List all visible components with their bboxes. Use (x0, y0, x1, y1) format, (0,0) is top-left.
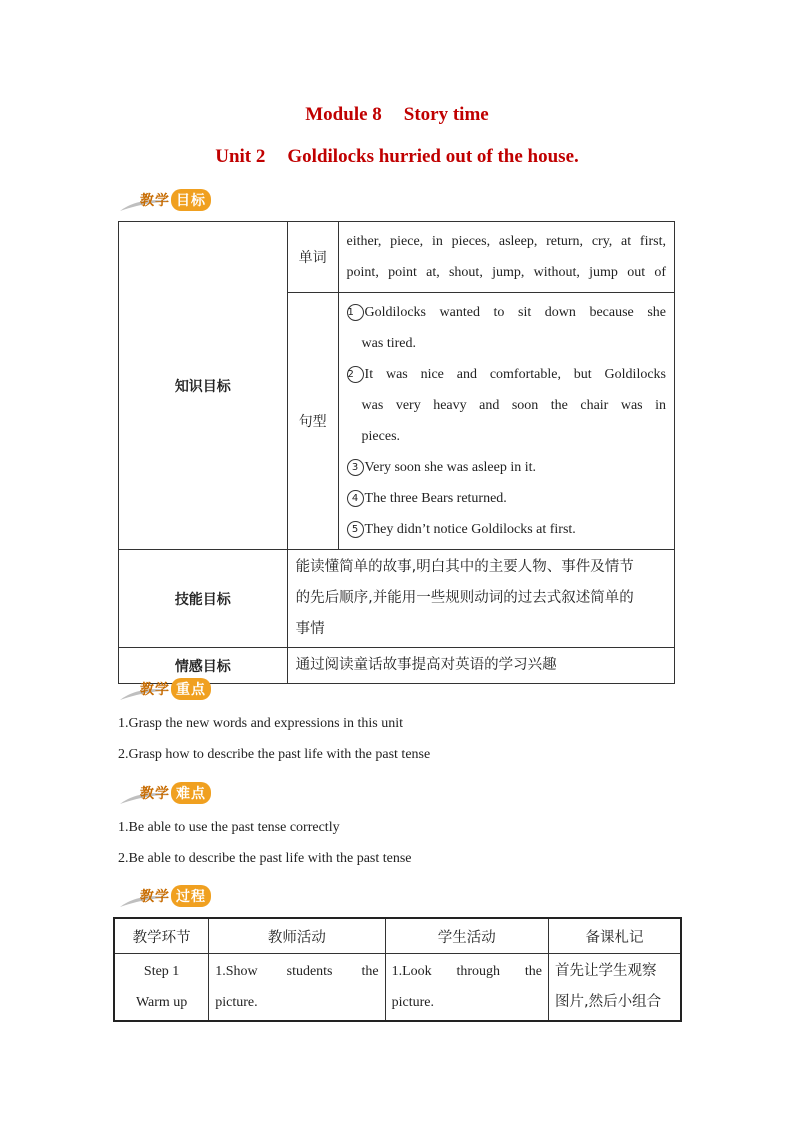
skill-label: 技能目标 (119, 550, 288, 648)
words-line: either, piece, in pieces, asleep, return, cry, at first, (346, 234, 666, 249)
knowledge-label: 知识目标 (119, 222, 288, 550)
badge-highlight: 目标 (171, 189, 211, 211)
skill-line: 的先后顺序,并能用一些规则动词的过去式叙述简单的 (295, 590, 634, 606)
circled-number: 3 (347, 459, 364, 476)
process-header: 教学环节 (114, 918, 209, 954)
emotion-content: 通过阅读童话故事提高对英语的学习兴趣 (287, 648, 674, 684)
key-point-item: 1.Grasp the new words and expressions in this unit (118, 716, 404, 731)
step-cell (114, 954, 209, 1022)
circled-number: 4 (347, 490, 364, 507)
process-header: 备课札记 (549, 918, 681, 954)
teacher-activity-cell (209, 954, 385, 1022)
words-label: 单词 (287, 222, 338, 293)
teacher-activity-line: picture. (215, 995, 258, 1010)
circled-number: 1 (347, 304, 364, 321)
circled-number: 2 (347, 366, 364, 383)
skill-line: 事情 (295, 621, 325, 637)
section-badge-objectives (118, 187, 228, 213)
sentences-content (338, 293, 674, 550)
unit-name: Goldilocks hurried out of the house. (287, 146, 579, 167)
sentence-text: pieces. (361, 429, 401, 444)
words-line: point, point at, shout, jump, without, jump out of (346, 265, 666, 280)
emotion-label: 情感目标 (119, 648, 288, 684)
badge-prefix: 教学 (140, 786, 170, 802)
sentence-item (347, 359, 666, 452)
sentence-text: Goldilocks wanted to sit down because she (364, 305, 666, 320)
notes-cell (549, 954, 681, 1022)
sentence-text: was very heavy and soon the chair was in (361, 398, 666, 413)
teacher-activity-line: 1.Show students the (215, 964, 379, 979)
notes-line: 图片,然后小组合 (555, 994, 662, 1010)
sentence-text: was tired. (361, 336, 416, 351)
sentence-item (347, 514, 666, 545)
sentence-text: It was nice and comfortable, but Goldilocks (364, 367, 666, 382)
process-header: 教师活动 (209, 918, 385, 954)
words-content (338, 222, 674, 293)
badge-prefix: 教学 (140, 682, 170, 698)
module-number: Module 8 (305, 104, 382, 125)
student-activity-line: picture. (391, 995, 434, 1010)
badge-highlight: 难点 (171, 782, 211, 804)
circled-number: 5 (347, 521, 364, 538)
section-badge-difficulties (118, 780, 228, 806)
section-badge-key-points (118, 676, 228, 702)
sentence-item (347, 483, 666, 514)
sentence-text: The three Bears returned. (364, 491, 507, 506)
sentence-item (347, 297, 666, 359)
step-name: Warm up (135, 995, 188, 1010)
sentence-text: They didn’t notice Goldilocks at first. (364, 522, 576, 537)
unit-number: Unit 2 (215, 146, 266, 167)
skill-line: 能读懂简单的故事,明白其中的主要人物、事件及情节 (295, 559, 634, 575)
sentence-text: Very soon she was asleep in it. (364, 460, 537, 475)
module-name: Story time (403, 104, 489, 125)
student-activity-cell (385, 954, 548, 1022)
section-badge-process (118, 883, 228, 909)
sentences-label: 句型 (287, 293, 338, 550)
process-header: 学生活动 (385, 918, 548, 954)
sentence-item (347, 452, 666, 483)
badge-highlight: 过程 (171, 885, 211, 907)
step-number: Step 1 (143, 964, 180, 979)
badge-prefix: 教学 (140, 889, 170, 905)
objectives-table (118, 221, 675, 684)
student-activity-line: 1.Look through the (391, 964, 543, 979)
badge-prefix: 教学 (140, 193, 170, 209)
badge-highlight: 重点 (171, 678, 211, 700)
module-title (0, 104, 794, 126)
unit-title (0, 146, 794, 168)
key-point-item: 2.Grasp how to describe the past life with the past tense (118, 747, 431, 762)
difficulty-item: 1.Be able to use the past tense correctly (118, 820, 340, 835)
difficulty-item: 2.Be able to describe the past life with the past tense (118, 851, 412, 866)
process-table (113, 917, 682, 1022)
skill-content (287, 550, 674, 648)
notes-line: 首先让学生观察 (555, 963, 657, 979)
